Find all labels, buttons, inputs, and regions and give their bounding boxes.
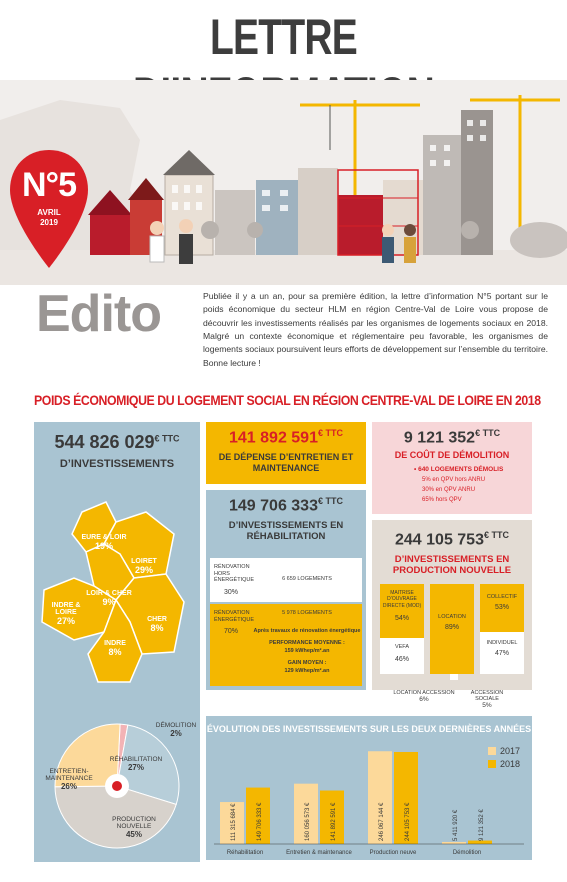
vefa-label: VEFA: [394, 644, 410, 650]
demolition-line: 5% en QPV hors ANRU: [422, 477, 486, 483]
maintenance-amount-line: [206, 428, 366, 447]
bar-value-label: 5 411 920 €: [453, 809, 459, 841]
total-amount: 544 826 029: [54, 432, 155, 452]
location-pct: 89%: [444, 624, 459, 631]
logo-icon: [112, 781, 122, 791]
dept-pct: 29%: [134, 565, 153, 575]
bar-value-label: 244 105 753 €: [405, 802, 411, 841]
bar-value-label: 9 121 352 €: [479, 809, 485, 841]
rehab-panel: [206, 490, 366, 690]
edito-label: Edito: [36, 285, 161, 343]
rehab-row-label: RÉNOVATION ÉNERGÉTIQUE: [214, 610, 255, 623]
slice-pct: 45%: [125, 830, 142, 839]
map-label-loiret: [124, 558, 164, 575]
vefa-pct: 46%: [394, 656, 409, 663]
category-label: Réhabilitation: [226, 850, 264, 856]
slice-pct: 27%: [127, 763, 144, 772]
rehab-row-pct: 70%: [224, 628, 239, 635]
maintenance-label: DE DÉPENSE D’ENTRETIEN ET MAINTENANCE: [218, 452, 354, 473]
evolution-chart-panel: [206, 716, 532, 860]
location-accession-pct: 6%: [419, 696, 429, 703]
bar-2017-3: [442, 842, 466, 844]
maintenance-panel: [206, 422, 366, 484]
moa-box: [380, 584, 424, 638]
edito-block: [30, 285, 550, 368]
category-label: Démolition: [452, 850, 482, 856]
demolition-amount: 9 121 352: [403, 429, 476, 447]
demolition-line: 30% en QPV ANRU: [422, 487, 476, 493]
rehab-row-count: 6 659 LOGEMENTS: [282, 576, 332, 582]
rehab-row-count: 5 978 LOGEMENTS: [282, 610, 332, 616]
demolition-amount-line: [372, 428, 532, 447]
dept-name: INDRE: [104, 640, 126, 647]
issue-number: N°5: [21, 166, 77, 204]
maintenance-unit: € TTC: [317, 428, 343, 438]
total-investment-panel: [34, 422, 200, 862]
issue-badge: [10, 150, 88, 268]
dept-name: CHER: [147, 616, 167, 623]
total-unit: € TTC: [154, 433, 180, 444]
rehab-amount-line: [206, 496, 366, 515]
total-label: D’INVESTISSEMENTS: [59, 458, 175, 470]
individuel-label: INDIVIDUEL: [486, 640, 518, 646]
rehab-row-hors: [210, 558, 362, 602]
map-label-cher: [142, 616, 172, 633]
issue-year: 2019: [40, 218, 58, 227]
rehab-gain-value: 129 kWhep/m².an: [284, 668, 330, 674]
page-title: LETTRE: [210, 9, 357, 65]
slice-pct: 26%: [60, 782, 77, 791]
slice-name: RÉHABILITATION: [109, 756, 163, 763]
dept-name: LOIRET: [131, 558, 157, 565]
demolition-line: 65% hors QPV: [422, 497, 462, 503]
location-accession-label: LOCATION ACCESSION: [393, 690, 455, 696]
demolition-bullet: • 640 LOGEMENTS DÉMOLIS: [414, 466, 504, 473]
bar-value-label: 141 892 591 €: [331, 802, 337, 841]
location-accession-note: [388, 690, 460, 703]
legend-swatch: [488, 760, 496, 768]
slice-name: DÉMOLITION: [155, 722, 197, 729]
moa-pct: 54%: [394, 614, 409, 622]
pie-label-production: [98, 816, 170, 839]
production-unit: € TTC: [483, 530, 509, 540]
collectif-label: COLLECTIF: [486, 594, 518, 600]
individuel-pct: 47%: [494, 650, 509, 657]
dept-name: INDRE & LOIRE: [51, 602, 81, 616]
production-amount: 244 105 753: [395, 531, 484, 549]
map-label-indre-loire: [40, 602, 92, 626]
collectif-pct: 53%: [494, 604, 509, 611]
dept-pct: 27%: [56, 616, 75, 626]
section-title: POIDS ÉCONOMIQUE DU LOGEMENT SOCIAL EN RÉGION CENTRE-VAL DE LOIRE EN 2018: [34, 392, 541, 408]
rehab-row-pct: 30%: [224, 589, 239, 596]
rehab-gain-label: GAIN MOYEN :: [287, 660, 327, 666]
dept-name: EURE & LOIR: [81, 534, 127, 541]
slice-name: ENTRETIEN-MAINTENANCE: [45, 768, 93, 782]
bar-value-label: 149 706 333 €: [257, 802, 263, 841]
demolition-panel: [372, 422, 532, 514]
dept-name: LOIR & CHER: [86, 590, 132, 597]
location-label: LOCATION: [438, 614, 466, 620]
category-label: Production neuve: [369, 850, 417, 856]
legend-swatch: [488, 747, 496, 755]
bar-value-label: 111 315 684 €: [231, 803, 237, 841]
total-amount-line: [34, 432, 200, 453]
hero-illustration: [0, 80, 567, 285]
accession-sociale-label: ACCESSION SOCIALE: [470, 690, 504, 702]
rehab-unit: € TTC: [317, 496, 343, 506]
dept-pct: 8%: [150, 623, 164, 633]
category-label: Entretien & maintenance: [286, 850, 352, 856]
vefa-box: [380, 638, 424, 674]
individuel-box: [480, 632, 524, 674]
bar-value-label: 160 056 573 €: [305, 802, 311, 841]
map-label-eure-loir: [74, 534, 134, 551]
location-accession-bar: [450, 674, 458, 680]
production-amount-line: [372, 530, 532, 549]
map-label-indre: [100, 640, 130, 657]
legend-label: 2018: [500, 759, 521, 769]
production-label: D’INVESTISSEMENTS EN PRODUCTION NOUVELLE: [392, 554, 512, 577]
rehab-row-energetique: [210, 604, 362, 686]
rehab-amount: 149 706 333: [229, 497, 318, 515]
slice-name: PRODUCTION NOUVELLE: [112, 816, 156, 830]
maintenance-amount: 141 892 591: [229, 429, 318, 447]
demolition-label: DE COÛT DE DÉMOLITION: [394, 450, 510, 460]
location-box: [430, 584, 474, 674]
rehab-label: D’INVESTISSEMENTS EN RÉHABILITATION: [228, 520, 344, 543]
dept-pct: 8%: [108, 647, 122, 657]
moa-label: MAITRISE D’OUVRAGE DIRECTE (MOD): [382, 590, 422, 609]
pie-label-demolition: [152, 722, 200, 738]
accession-sociale-pct: 5%: [482, 702, 492, 709]
production-panel: [372, 520, 532, 690]
collectif-box: [480, 584, 524, 632]
dept-pct: 19%: [94, 541, 113, 551]
issue-month: AVRIL: [37, 208, 61, 217]
rehab-row-label: RÉNOVATION HORS ÉNERGÉTIQUE: [214, 564, 255, 584]
evolution-bar-chart: [206, 732, 532, 860]
demolition-unit: € TTC: [475, 428, 501, 438]
rehab-perf-value: 159 kWhep/m².an: [284, 648, 330, 654]
edito-text: Publiée il y a un an, pour sa première édition, la lettre d’information N°5 portant sur le poids économique du secteur HLM en région Centre-Val de Loire vous propose de découvrir les investissements réalisés par les organismes de logements sociaux en 2018. Malgré un contexte économique et réglementaire peu favorable, les organismes de logements sociaux poursuivent leurs efforts de développement sur l’ensemble du territoire. Bonne lecture !: [203, 291, 548, 368]
accession-sociale-note: [462, 690, 512, 709]
slice-pct: 2%: [170, 729, 182, 738]
legend-label: 2017: [500, 746, 521, 756]
rehab-after: Après travaux de rénovation énergétique: [253, 628, 361, 634]
pie-label-entretien: [38, 768, 100, 791]
bar-value-label: 246 067 144 €: [379, 802, 385, 841]
dept-pct: 9%: [102, 597, 116, 607]
pie-label-rehab: [108, 756, 164, 772]
rehab-perf-label: PERFORMANCE MOYENNE :: [269, 640, 345, 646]
chart-title: ÉVOLUTION DES INVESTISSEMENTS SUR LES DEUX DERNIÈRES ANNÉES: [206, 724, 532, 734]
